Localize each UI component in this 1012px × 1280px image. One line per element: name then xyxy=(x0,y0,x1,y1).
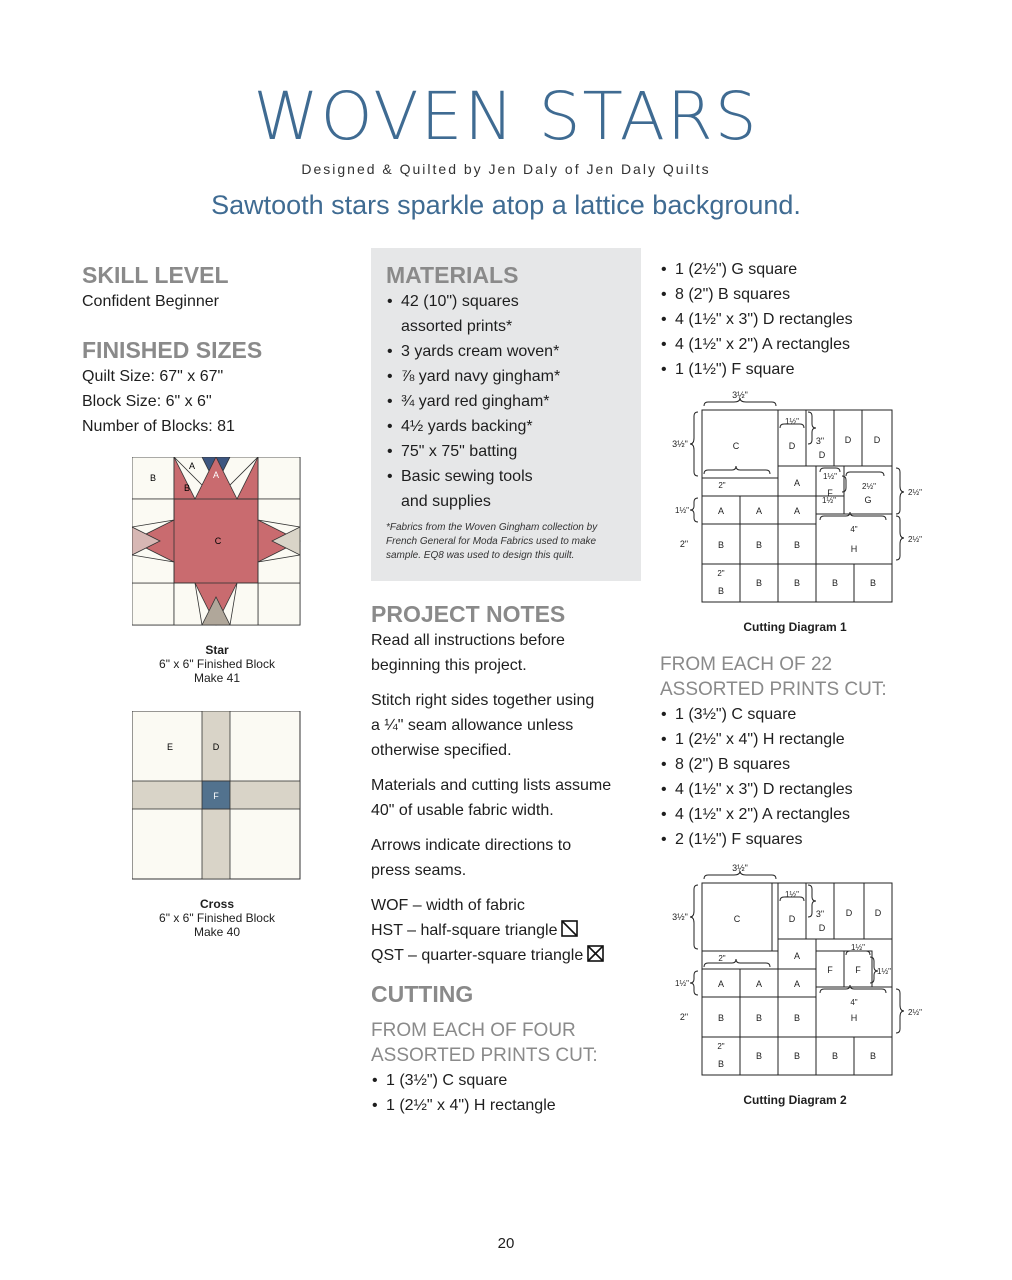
number-of-blocks: Number of Blocks: 81 xyxy=(82,418,235,435)
d2-dim-3-5-top: 3½" xyxy=(732,863,748,873)
d2-label-a2: A xyxy=(755,979,763,989)
d2-dim-1-5-top: 1½" xyxy=(785,890,799,899)
star-label-a: A xyxy=(188,461,196,471)
d1-dim-3-5-left: 3½" xyxy=(672,439,688,449)
page-title: WOVEN STARS xyxy=(253,78,759,155)
d2-label-b2: B xyxy=(755,1013,763,1023)
d1-dim-2-5-right: 2½" xyxy=(908,488,922,497)
star-caption-title: Star xyxy=(205,643,229,657)
d2-dim-2-b: 2" xyxy=(717,1042,725,1051)
star-label-b: B xyxy=(149,473,157,483)
d1-dim-3-5-top: 3½" xyxy=(732,390,748,400)
d2-dim-3-5-left: 3½" xyxy=(672,912,688,922)
d1-dim-2-b: 2" xyxy=(717,569,725,578)
cutting-diagram-2-caption: Cutting Diagram 2 xyxy=(743,1093,847,1107)
d1-label-f: F xyxy=(827,488,833,498)
d2-label-h: H xyxy=(850,1013,858,1023)
d1-label-a-top: A xyxy=(793,478,801,488)
d2-dim-4: 4" xyxy=(850,998,858,1007)
cutting-item: • 1 (2½") G square xyxy=(660,257,960,282)
cross-caption-title: Cross xyxy=(199,897,234,911)
cutting-item: • 1 (3½") C square xyxy=(371,1068,646,1093)
materials-heading: MATERIALS xyxy=(386,262,519,288)
materials-item: • 4½ yards backing* xyxy=(386,414,631,439)
abbrev-wof: WOF – width of fabric xyxy=(371,897,525,914)
cutting-item: • 1 (2½" x 4") H rectangle xyxy=(371,1093,646,1118)
cross-caption-size: 6" x 6" Finished Block xyxy=(159,911,275,925)
d1-dim-1-5-side: 1½" xyxy=(822,496,836,505)
d2-label-f1: F xyxy=(827,965,833,975)
cutting-subheading-four: FROM EACH OF FOUR ASSORTED PRINTS CUT: xyxy=(371,1020,598,1066)
star-caption-size: 6" x 6" Finished Block xyxy=(159,657,275,671)
cross-caption-make: Make 40 xyxy=(193,925,241,939)
d2-dim-1-5-f: 1½" xyxy=(851,943,865,952)
d2-label-a3: A xyxy=(793,979,801,989)
cutting-section xyxy=(371,981,646,1118)
d1-label-a3: A xyxy=(793,506,801,516)
cutting-item: • 2 (1½") F squares xyxy=(660,827,960,852)
star-label-a-navy: A xyxy=(212,470,220,480)
d2-label-f2: F xyxy=(855,965,861,975)
d1-label-c: C xyxy=(732,441,740,451)
materials-list xyxy=(386,289,631,514)
cutting-item: • 8 (2") B squares xyxy=(660,752,960,777)
cross-label-d: D xyxy=(212,742,220,752)
materials-item: • 3 yards cream woven* xyxy=(386,339,631,364)
cutting-diagram-1-caption: Cutting Diagram 1 xyxy=(743,620,847,634)
d1-label-b1: B xyxy=(717,540,725,550)
skill-level-heading: SKILL LEVEL xyxy=(82,262,229,288)
d2-label-b4: B xyxy=(717,1059,725,1069)
d1-dim-4: 4" xyxy=(850,525,858,534)
cross-block-diagram xyxy=(132,711,302,881)
d2-label-b3: B xyxy=(793,1013,801,1023)
designer-byline: Designed & Quilted by Jen Daly of Jen Daly Quilts xyxy=(301,161,711,177)
d1-label-b2: B xyxy=(755,540,763,550)
d2-label-d: D xyxy=(788,914,796,924)
tagline: Sawtooth stars sparkle atop a lattice background. xyxy=(211,190,801,220)
d2-dim-3: 3" xyxy=(815,909,825,919)
materials-item: • Basic sewing tools and supplies xyxy=(386,464,631,514)
cross-label-e: E xyxy=(166,742,174,752)
d1-label-b8: B xyxy=(869,578,877,588)
note-paragraph: Arrows indicate directions to press seams. xyxy=(371,837,572,879)
d1-label-a1: A xyxy=(717,506,725,516)
d2-dim-2: 2" xyxy=(718,954,726,963)
abbrev-hst: HST – half-square triangle xyxy=(371,918,646,943)
cutting-section-22 xyxy=(660,652,960,852)
d2-label-d4: D xyxy=(874,908,882,918)
finished-sizes-heading: FINISHED SIZES xyxy=(82,337,263,363)
cutting-item: • 4 (1½" x 2") A rectangles xyxy=(660,802,960,827)
d1-dim-2: 2" xyxy=(718,481,726,490)
cutting-item: • 1 (3½") C square xyxy=(660,702,960,727)
materials-footnote: *Fabrics from the Woven Gingham collection by French General for Moda Fabrics used to make sample. EQ8 was used to design this quilt. xyxy=(386,522,598,561)
d2-label-b7: B xyxy=(831,1051,839,1061)
d1-label-d3: D xyxy=(844,435,852,445)
d2-label-b8: B xyxy=(869,1051,877,1061)
d1-label-g: G xyxy=(864,495,872,505)
cutting-list-continued xyxy=(660,257,960,382)
skill-level-value: Confident Beginner xyxy=(82,293,219,310)
d2-dim-1-5-right: 1½" xyxy=(877,967,891,976)
materials-item: • ¾ yard red gingham* xyxy=(386,389,631,414)
project-notes-heading: PROJECT NOTES xyxy=(371,601,566,627)
finished-sizes-section xyxy=(82,337,342,439)
d1-label-d4: D xyxy=(873,435,881,445)
cutting-item: • 4 (1½" x 2") A rectangles xyxy=(660,332,960,357)
d1-label-h: H xyxy=(850,544,858,554)
d2-label-a-top: A xyxy=(793,951,801,961)
d1-label-b7: B xyxy=(831,578,839,588)
d1-label-b5: B xyxy=(755,578,763,588)
cutting-list-22 xyxy=(660,702,960,852)
project-notes-section xyxy=(371,601,646,968)
d2-label-b1: B xyxy=(717,1013,725,1023)
note-paragraph: Read all instructions before beginning this project. xyxy=(371,632,565,674)
d2-dim-1-5-left: 1½" xyxy=(675,979,689,988)
note-paragraph: Materials and cutting lists assume 40" of usable fabric width. xyxy=(371,777,612,819)
cutting-item: • 4 (1½" x 3") D rectangles xyxy=(660,307,960,332)
d2-label-c: C xyxy=(733,914,741,924)
star-caption xyxy=(112,643,322,685)
materials-item: • ⅞ yard navy gingham* xyxy=(386,364,631,389)
d1-dim-2-left: 2" xyxy=(679,539,689,549)
skill-level-section xyxy=(82,262,342,314)
d2-label-b5: B xyxy=(755,1051,763,1061)
d1-dim-1-5-left: 1½" xyxy=(675,506,689,515)
d2-label-a1: A xyxy=(717,979,725,989)
star-caption-make: Make 41 xyxy=(193,671,241,685)
materials-section xyxy=(386,262,631,563)
d1-dim-1-5-top: 1½" xyxy=(785,417,799,426)
star-label-c: C xyxy=(214,536,222,546)
d1-dim-3: 3" xyxy=(815,436,825,446)
qst-icon xyxy=(587,945,604,962)
cutting-diagram-1 xyxy=(670,388,930,606)
d1-dim-2-5-g: 2½" xyxy=(862,482,876,491)
cutting-list-four xyxy=(371,1068,646,1118)
page-number: 20 xyxy=(497,1235,515,1252)
cutting-item: • 1 (2½" x 4") H rectangle xyxy=(660,727,960,752)
cutting-heading: CUTTING xyxy=(371,981,474,1007)
hst-icon xyxy=(561,920,578,937)
cutting-subheading-22: FROM EACH OF 22 ASSORTED PRINTS CUT: xyxy=(660,654,887,700)
d1-label-b4: B xyxy=(717,586,725,596)
block-size: Block Size: 6" x 6" xyxy=(82,393,212,410)
cutting-item: • 8 (2") B squares xyxy=(660,282,960,307)
star-label-b-red: B xyxy=(183,483,191,493)
d1-label-b6: B xyxy=(793,578,801,588)
d1-label-d: D xyxy=(788,441,796,451)
d1-label-b3: B xyxy=(793,540,801,550)
d1-dim-2-5-lower: 2½" xyxy=(908,535,922,544)
d1-label-a2: A xyxy=(755,506,763,516)
d2-label-d2: D xyxy=(818,923,826,933)
star-block-diagram xyxy=(132,457,302,627)
materials-item: • 75" x 75" batting xyxy=(386,439,631,464)
d2-label-b6: B xyxy=(793,1051,801,1061)
quilt-size: Quilt Size: 67" x 67" xyxy=(82,368,224,385)
d2-label-d3: D xyxy=(845,908,853,918)
cutting-item: • 4 (1½" x 3") D rectangles xyxy=(660,777,960,802)
d2-dim-2-5-right: 2½" xyxy=(908,1008,922,1017)
d2-dim-2-left: 2" xyxy=(679,1012,689,1022)
cross-label-f: F xyxy=(213,791,219,801)
note-paragraph: Stitch right sides together using a ¼" seam allowance unless otherwise specified. xyxy=(371,692,595,759)
cutting-item: • 1 (1½") F square xyxy=(660,357,960,382)
d1-dim-1-5-f: 1½" xyxy=(823,472,837,481)
abbrev-qst: QST – quarter-square triangle xyxy=(371,943,646,968)
materials-item: • 42 (10") squares assorted prints* xyxy=(386,289,631,339)
cross-caption xyxy=(112,897,322,939)
d1-label-d2: D xyxy=(818,450,826,460)
cutting-diagram-2 xyxy=(670,861,930,1079)
